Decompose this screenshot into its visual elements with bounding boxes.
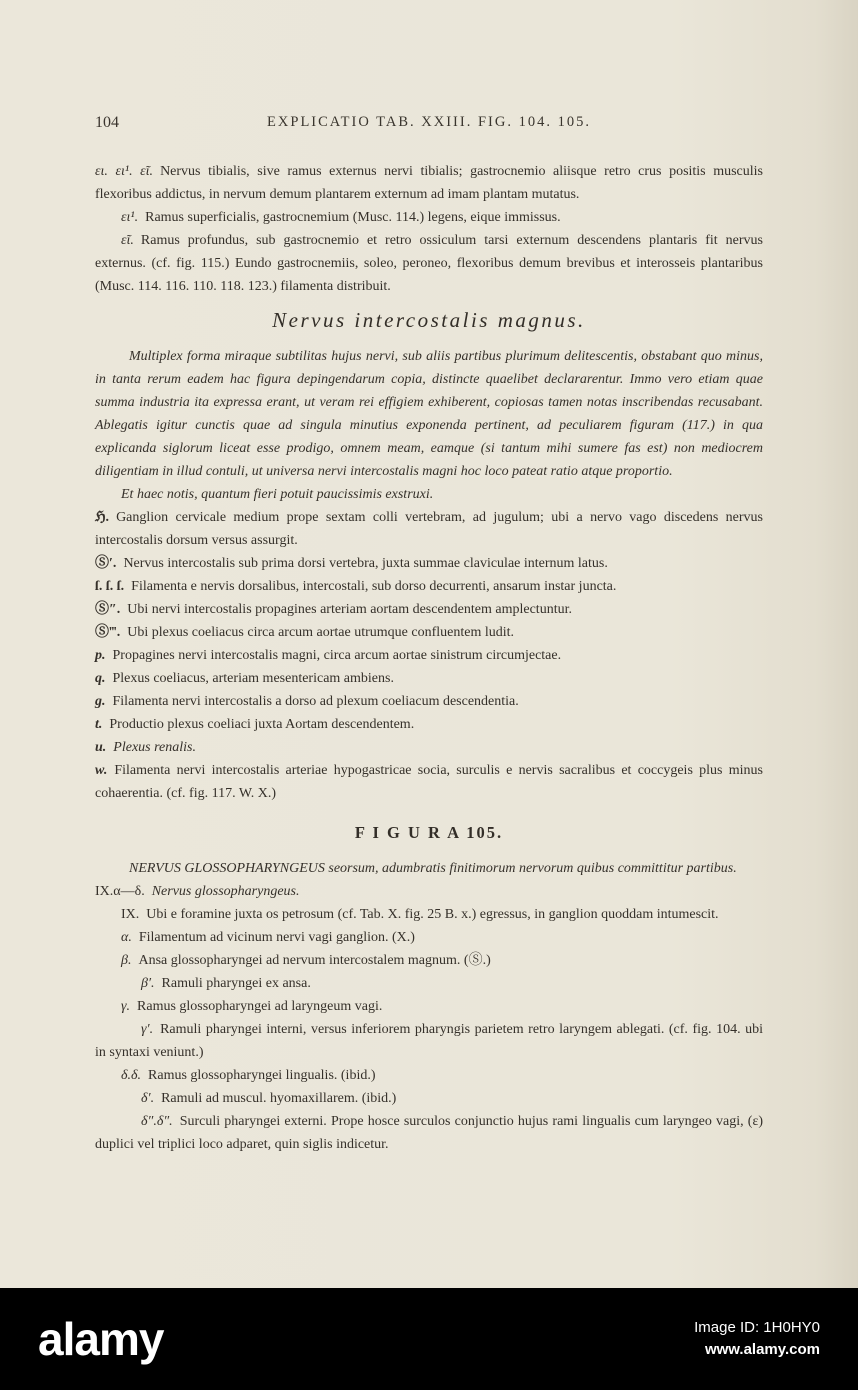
section-title-figura: F I G U R A 105.	[354, 823, 504, 842]
alamy-logo: alamy	[38, 1313, 164, 1365]
list-item	[95, 736, 763, 759]
list-item	[95, 506, 763, 552]
alamy-url: www.alamy.com	[704, 1341, 820, 1358]
list-item	[95, 690, 763, 713]
entry-sigla: ει¹.	[121, 210, 139, 225]
item-sigla: Ⓢ′.	[95, 556, 117, 571]
item-sigla: u.	[95, 740, 107, 755]
item-text: Ramuli pharyngei ex ansa.	[161, 976, 311, 991]
entry-sigla: εῖ.	[121, 233, 134, 248]
item-sigla: α.	[121, 930, 132, 945]
page-number: 104	[95, 114, 119, 131]
item-text: Ramuli pharyngei interni, versus inferiorem pharyngis parietem retro laryngem ablegati. (cf. fig. 104. ubi in syntaxi veniunt.)	[95, 1022, 763, 1060]
item-sigla: γ′.	[141, 1022, 154, 1037]
item-text: Ubi nervi intercostalis propagines arteriam aortam descendentem amplectuntur.	[127, 602, 572, 617]
list-item	[95, 759, 763, 805]
item-text: Ramus glossopharyngei ad laryngeum vagi.	[137, 999, 383, 1014]
figura-intro: NERVUS GLOSSOPHARYNGEUS seorsum, adumbratis finitimorum nervorum quibus committitur partibus.	[129, 861, 737, 876]
item-text: Ganglion cervicale medium prope sextam colli vertebram, ad jugulum; ubi a nervo vago discedens nervus intercostalis dorsum versus assurgit.	[95, 510, 763, 548]
list-item	[95, 880, 763, 903]
entry-text: Nervus tibialis, sive ramus externus nervi tibialis; gastrocnemio aliisque retro crus positis musculis flexoribus addictus, in nervum demum plantarem externum ad imam plantam mutatus.	[95, 164, 763, 202]
item-sigla: β.	[121, 953, 132, 968]
entry-text: Ramus superficialis, gastrocnemium (Musc. 114.) legens, eique immissus.	[145, 210, 561, 225]
list-item	[95, 667, 763, 690]
item-sigla: δ′.	[141, 1091, 155, 1106]
item-sigla: p.	[95, 648, 106, 663]
item-sigla: δ.δ.	[121, 1068, 142, 1083]
item-text: Plexus renalis.	[113, 740, 196, 755]
item-text: Ramuli ad muscul. hyomaxillarem. (ibid.)	[161, 1091, 397, 1106]
page-header	[95, 112, 763, 134]
list-item	[95, 575, 763, 598]
list-item	[95, 949, 763, 972]
entry-ramus-profundus	[95, 229, 763, 298]
item-text: Filamenta e nervis dorsalibus, intercostali, sub dorso decurrenti, ansarum instar juncta.	[131, 579, 617, 594]
item-text: Filamentum ad vicinum nervi vagi ganglion. (X.)	[138, 930, 415, 945]
item-text: Filamenta nervi intercostalis arteriae hypogastricae socia, surculis e nervis sacralibus et coccygeis plus minus cohaerentia. (cf. fig. 117. W. X.)	[95, 763, 763, 801]
item-text: Surculi pharyngei externi. Prope hosce surculos conjunctio hujus rami lingualis cum laryngeo vagi, (ε) duplici vel triplici loco adparet, quin siglis indicetur.	[95, 1114, 763, 1152]
item-text: Productio plexus coeliaci juxta Aortam descendentem.	[109, 717, 415, 732]
item-text: Ubi plexus coeliacus circa arcum aortae utrumque confluentem ludit.	[127, 625, 515, 640]
item-sigla: w.	[95, 763, 108, 778]
item-text: Ramus glossopharyngei lingualis. (ibid.)	[148, 1068, 376, 1083]
item-sigla: δ″.δ″.	[141, 1114, 173, 1129]
item-sigla: g.	[95, 694, 106, 709]
entry-sigla: ει. ει¹. εῖ.	[95, 164, 154, 179]
list-item	[95, 1064, 763, 1087]
item-text: Ansa glossopharyngei ad nervum intercostalem magnum. (Ⓢ.)	[138, 953, 491, 968]
entry-tibialis	[95, 160, 763, 206]
lead-paragraph: Multiplex forma miraque subtilitas hujus nervi, sub aliis partibus plurimum delitescentis, obstabant quo minus, in tanta rerum eadem hac figura depingendarum copia, distincte quaelibet declararentur. Immo vero etiam quae summa industria ita expressa erant, ut veram rei effigiem exhiberent, copiosas tamen notas inscribendas recusabant. Ablegatis igitur cunctis quae ad singula minutius exponenda pertinent, ad peculiarem figuram (117.) in qua explicanda siglorum liceat esse prodigo, omnem meam, eamque (si tantum mihi sumere fas est) non mediocrem diligentiam in illud contuli, ut universa nervi intercostalis magni hoc loco pateat ratio atque proportio.	[95, 349, 763, 479]
entry-ramus-superficialis	[95, 206, 763, 229]
item-sigla: ſ. ſ. ſ.	[95, 579, 125, 594]
list-item	[95, 1110, 763, 1156]
item-sigla: IX.	[121, 907, 140, 922]
item-sigla: IX.α—δ.	[95, 884, 145, 899]
watermark-meta	[694, 1317, 820, 1361]
item-sigla: ℌ.	[95, 510, 110, 525]
item-sigla: Ⓢ‴.	[95, 625, 121, 640]
item-text: Propagines nervi intercostalis magni, circa arcum aortae sinistrum circumjectae.	[112, 648, 562, 663]
item-text: Filamenta nervi intercostalis a dorso ad plexum coeliacum descendentia.	[112, 694, 519, 709]
list-item	[95, 995, 763, 1018]
entry-text: Ramus profundus, sub gastrocnemio et retro ossiculum tarsi externum descendens plantaris fit nervus externus. (cf. fig. 115.) Eundo gastrocnemiis, soleo, peroneo, flexoribus demum brevibus et interosseis plantaribus (Musc. 114. 116. 110. 118. 123.) filamenta distribuit.	[95, 233, 763, 294]
running-header: EXPLICATIO TAB. XXIII. FIG. 104. 105.	[267, 114, 591, 130]
second-paragraph: Et haec notis, quantum fieri potuit paucissimis exstruxi.	[121, 487, 434, 502]
item-text: Ubi e foramine juxta os petrosum (cf. Tab. X. fig. 25 B. x.) egressus, in ganglion quoddam intumescit.	[146, 907, 719, 922]
item-sigla: β′.	[141, 976, 155, 991]
item-text: Nervus glossopharyngeus.	[151, 884, 300, 899]
item-sigla: γ.	[121, 999, 131, 1014]
list-item	[95, 1018, 763, 1064]
item-sigla: Ⓢ″.	[95, 602, 121, 617]
section-title-intercostalis: Nervus intercostalis magnus.	[272, 308, 586, 332]
item-sigla: q.	[95, 671, 106, 686]
item-text: Plexus coeliacus, arteriam mesentericam ambiens.	[112, 671, 394, 686]
item-sigla: t.	[95, 717, 103, 732]
list-item	[95, 644, 763, 667]
item-text: Nervus intercostalis sub prima dorsi vertebra, juxta summae claviculae internum latus.	[123, 556, 608, 571]
list-item	[95, 621, 763, 644]
image-id: Image ID: 1H0HY0	[694, 1319, 820, 1336]
watermark-bar	[0, 1288, 858, 1390]
list-item	[95, 1087, 763, 1110]
list-item	[95, 903, 763, 926]
list-item	[95, 926, 763, 949]
list-item	[95, 598, 763, 621]
list-item	[95, 713, 763, 736]
list-item	[95, 552, 763, 575]
list-item	[95, 972, 763, 995]
